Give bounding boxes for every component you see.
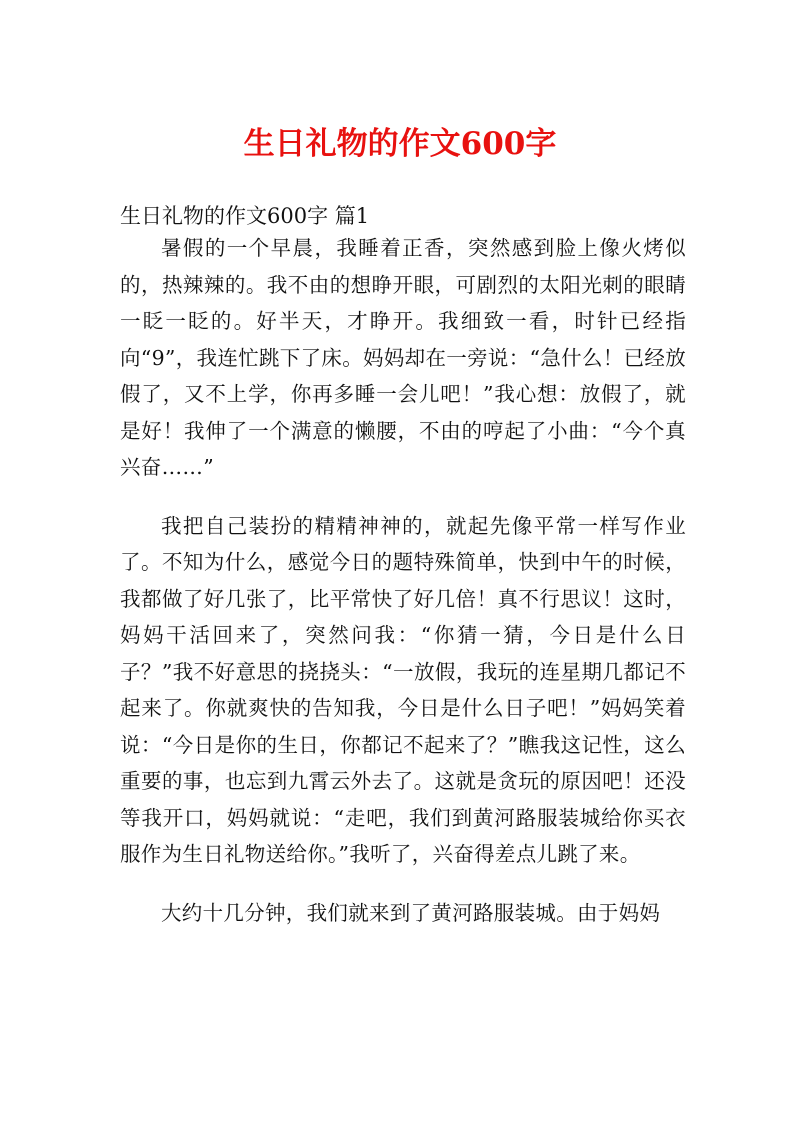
document-body (120, 230, 686, 953)
section-heading: 生日礼物的作文600字 篇1 (120, 204, 370, 228)
paragraph-3: 大约十几分钟，我们就来到了黄河路服装城。由于妈妈 (161, 900, 661, 925)
paragraph-2: 我把自己装扮的精精神神的，就起先像平常一样写作业了。不知为什么，感觉今日的题特殊简单，快到中午的时候，我都做了好几张了，比平常快了好几倍！真不行思议！这时，妈妈干活回来了，突然问我：“你猜一猜，今日是什么日子？”我不好意思的挠挠头：“一放假，我玩的连星期几都记不起来了。你就爽快的告知我，今日是什么日子吧！”妈妈笑着说：“今日是你的生日，你都记不起来了？”瞧我这记性，这么重要的事，也忘到九霄云外去了。这就是贪玩的原因吧！还没等我开口，妈妈就说：“走吧，我们到黄河路服装城给你买衣服作为生日礼物送给你。”我听了，兴奋得差点儿跳了来。 (120, 513, 686, 866)
document-title: 生日礼物的作文600字 (243, 126, 557, 162)
paragraph-1: 暑假的一个早晨，我睡着正香，突然感到脸上像火烤似的，热辣辣的。我不由的想睁开眼，可剧烈的太阳光刺的眼睛一眨一眨的。好半天，才睁开。我细致一看，时针已经指向“9”，我连忙跳下了床。妈妈却在一旁说：“急什么！已经放假了，又不上学，你再多睡一会儿吧！”我心想：放假了，就是好！我伸了一个满意的懒腰，不由的哼起了小曲：“今个真兴奋……” (120, 236, 686, 479)
